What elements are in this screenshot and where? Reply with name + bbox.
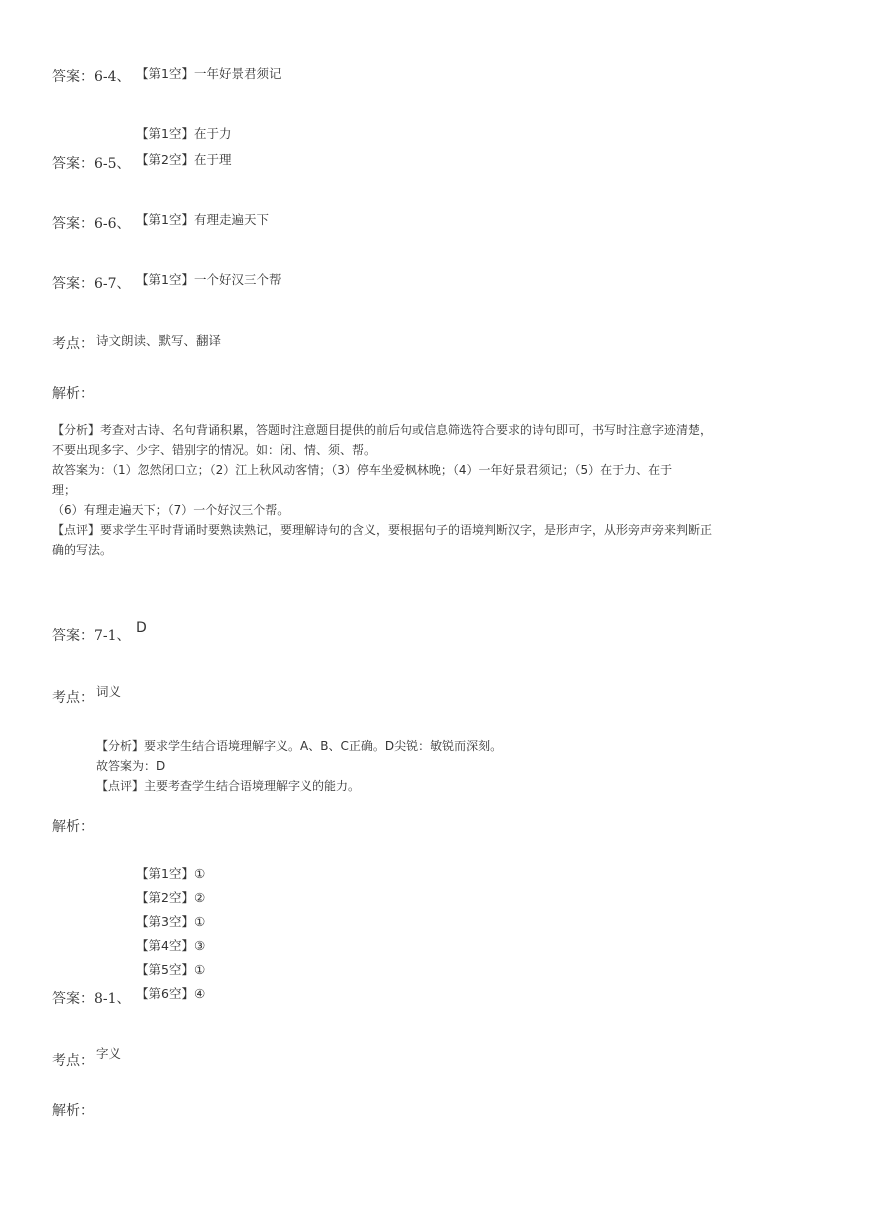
answer-blank: 【第1空】一年好景君须记 (136, 66, 282, 81)
question-number: 7-1、 (94, 628, 131, 644)
kaodian-label: 考点： (52, 690, 94, 706)
answer-label-7-1 (52, 625, 131, 645)
analysis-line: 不要出现多字、少字、错别字的情况。如：闭、情、须、帮。 (52, 443, 377, 457)
answer-blank: 【第1空】有理走遍天下 (136, 212, 269, 227)
kaodian-label: 考点： (52, 336, 94, 352)
answer-label-text: 答案： (52, 628, 94, 644)
answer-blank: 【第5空】① (136, 962, 206, 977)
question-number: 8-1、 (94, 991, 131, 1007)
answer-label-text: 答案： (52, 156, 94, 172)
analysis-paragraph-7 (96, 736, 856, 796)
analysis-line: （6）有理走遍天下；（7）一个好汉三个帮。 (52, 503, 290, 517)
answer-label-6-5 (52, 153, 131, 173)
answer-label-6-4 (52, 66, 131, 86)
jiexi-label: 解析： (52, 1103, 94, 1119)
analysis-line: 【分析】要求学生结合语境理解字义。A、B、C正确。D尖锐：敏锐而深刻。 (96, 739, 503, 753)
analysis-line: 故答案为：（1）忽然闭口立；（2）江上秋风动客情；（3）停车坐爱枫林晚；（4）一年好景君须记；（5）在于力、在于 (52, 463, 673, 477)
answer-label-text: 答案： (52, 991, 94, 1007)
question-number: 6-5、 (94, 156, 131, 172)
answer-label-6-7 (52, 273, 131, 293)
kaodian-value: 字义 (96, 1046, 122, 1061)
kaodian-value: 诗文朗读、默写、翻译 (96, 333, 222, 348)
answer-blank: 【第2空】在于理 (136, 152, 232, 167)
analysis-line: 【点评】主要考查学生结合语境理解字义的能力。 (96, 779, 361, 793)
analysis-line: 确的写法。 (52, 543, 113, 557)
question-number: 6-7、 (94, 276, 131, 292)
answer-label-text: 答案： (52, 69, 94, 85)
answer-label-text: 答案： (52, 276, 94, 292)
answer-blank: 【第4空】③ (136, 938, 206, 953)
answer-label-text: 答案： (52, 216, 94, 232)
answer-blank: 【第2空】② (136, 890, 206, 905)
answer-blank: 【第1空】① (136, 866, 206, 881)
analysis-paragraph-6 (52, 420, 812, 560)
kaodian-label: 考点： (52, 1053, 94, 1069)
answer-label-8-1 (52, 988, 131, 1008)
analysis-line: 故答案为：D (96, 759, 166, 773)
jiexi-label: 解析： (52, 819, 94, 835)
answer-blank: 【第6空】④ (136, 986, 206, 1001)
answer-value: D (136, 620, 147, 636)
question-number: 6-4、 (94, 69, 131, 85)
jiexi-label: 解析： (52, 386, 94, 402)
answer-blank: 【第1空】在于力 (136, 126, 232, 141)
answer-label-6-6 (52, 213, 131, 233)
kaodian-value: 词义 (96, 684, 122, 699)
answer-blank: 【第3空】① (136, 914, 206, 929)
answer-blank: 【第1空】一个好汉三个帮 (136, 272, 282, 287)
analysis-line: 【点评】要求学生平时背诵时要熟读熟记，要理解诗句的含义，要根据句子的语境判断汉字，是形声字，从形旁声旁来判断正 (52, 523, 713, 537)
analysis-line: 【分析】考查对古诗、名句背诵积累，答题时注意题目提供的前后句或信息筛选符合要求的诗句即可，书写时注意字迹清楚， (52, 423, 713, 437)
question-number: 6-6、 (94, 216, 131, 232)
analysis-line: 理； (52, 483, 77, 497)
